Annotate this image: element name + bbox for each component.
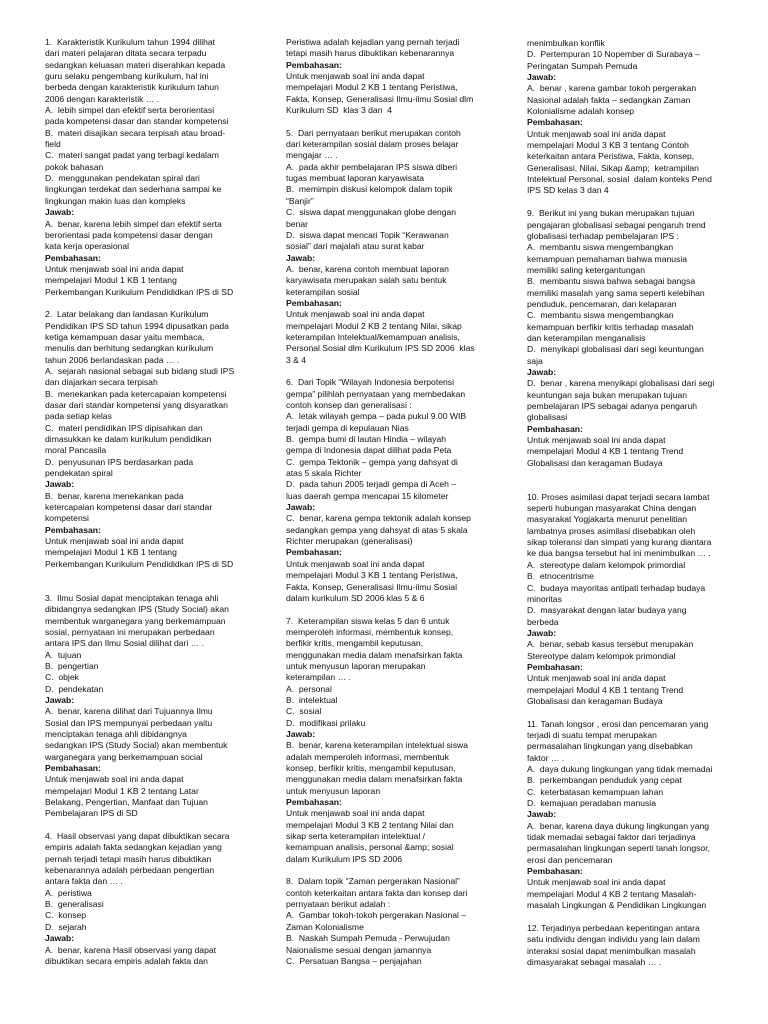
- text-line: Peristiwa adalah kejadian yang pernah terjadi: [286, 37, 460, 47]
- text-line: Stereotype dalam kelompok primondial: [527, 650, 676, 661]
- text-line: B. pengertian: [45, 660, 99, 671]
- text-line: C. konsep: [45, 910, 87, 921]
- section-label: Jawab:: [527, 72, 557, 83]
- blank-line: [286, 366, 491, 377]
- text-line: A. benar, karena daya dukung lingkungan yang: [527, 820, 710, 831]
- text-line: satu individu dengan individu yang lain dalam: [527, 934, 700, 945]
- section-label: Pembahasan:: [286, 59, 342, 70]
- text-column-1: [45, 37, 250, 967]
- text-line: lambatnya proses asimilasi disebabkan oleh: [527, 525, 696, 536]
- section-label: Jawab:: [45, 479, 75, 490]
- text-line: dibuktikan secara empiris adalah fakta dan: [45, 955, 208, 966]
- text-line: 5. Dari pernyataan berikut merupakan contoh: [286, 127, 461, 138]
- text-line: ketiga kemampuan dasar yaitu membaca,: [45, 331, 205, 342]
- text-line: Untuk menjawab soal ini anda dapat: [286, 808, 425, 819]
- text-line: B. gempa bumi di lautan Hindia – wilayah: [286, 434, 447, 445]
- text-line: erosi dan pencemaran: [527, 854, 613, 865]
- text-line: atas 5 skala Richter: [286, 468, 362, 479]
- text-line: ke dua bangsa tersebut hal ini menimbulkan … .: [527, 548, 711, 559]
- section-label: Pembahasan:: [527, 117, 583, 128]
- text-line: D. pada tahun 2005 terjadi gempa di Aceh –: [286, 479, 457, 490]
- text-line: sikap toleransi dan simpati yang kurang diantara: [527, 537, 712, 548]
- text-line: Pendidikan IPS SD tahun 1994 dipusatkan pada: [45, 320, 229, 331]
- text-line: seperti hubungan masyarakat China dengan: [527, 503, 697, 514]
- text-line: kata kerja operasional: [45, 241, 130, 252]
- section-label: Jawab:: [286, 728, 316, 739]
- text-line: penduduk, pencemaran, dan kelaparan: [527, 298, 677, 309]
- text-line: pernyataan berikut adalah :: [286, 899, 391, 910]
- text-line: mempelajari Modul 4 KB 2 tentang Masalah-: [527, 888, 697, 899]
- text-line: dimasyarakat sebagai masalah … .: [527, 956, 662, 967]
- text-line: sikap serta keterampilan intelektual /: [286, 831, 426, 842]
- text-line: tidak memadai sebagai faktor dari terjadinya: [527, 832, 696, 843]
- text-line: A. tujuan: [45, 649, 82, 660]
- text-line: D. Pertempuran 10 Nopember di Surabaya –: [527, 49, 700, 60]
- text-line: memiliki masalah yang sama seperti kelebihan: [527, 287, 705, 298]
- text-line: D. modifikasi prilaku: [286, 717, 366, 728]
- blank-line: [527, 480, 729, 491]
- text-line: memiliki saling ketergantungan: [527, 264, 645, 275]
- text-line: masalah Lingkungan & Pendidikan Lingkungan: [527, 900, 707, 911]
- text-line: D. benar , karena menyikapi globalisasi dari segi: [527, 378, 715, 389]
- blank-line: [527, 911, 729, 922]
- section-label: Pembahasan:: [527, 661, 583, 672]
- text-line: dalam kurikulum SD 2006 klas 5 & 6: [286, 592, 425, 603]
- text-line: C. siswa dapat menggunakan globe dengan: [286, 207, 457, 218]
- text-line: kemampuan pemahaman bahwa manusia: [527, 253, 688, 264]
- text-line: B. intelektual: [286, 694, 338, 705]
- text-line: Untuk menjawab soal ini anda dapat: [286, 558, 425, 569]
- text-line: menulis dan berhitung sedangkan kurikulum: [45, 343, 214, 354]
- text-line: Perkembangan Kurikulum Pendididkan IPS di SD: [45, 558, 234, 569]
- text-line: field: [45, 139, 61, 150]
- blank-line: [45, 582, 250, 593]
- text-line: mengajar … .: [286, 150, 338, 161]
- text-line: mempelajari Modul 1 KB 2 tentang Latar: [45, 785, 199, 796]
- text-line: untuk menyusun laporan: [286, 785, 381, 796]
- text-line: Fakta, Konsep, Generalisasi Ilmu-ilmu Sosial dlm: [286, 93, 474, 104]
- text-line: menggunakan media dalam menafsirkan fakta: [286, 774, 463, 785]
- text-line: sedangkan keluasan materi diserahkan kepada: [45, 59, 226, 70]
- text-line: Untuk menjawab soal ini anda dapat: [45, 536, 184, 547]
- text-line: 3 & 4: [286, 354, 307, 365]
- text-line: C. gempa Tektonik – gempa yang dahsyat di: [286, 456, 458, 467]
- text-line: C. budaya mayoritas antipati terhadap budaya: [527, 582, 706, 593]
- text-line: globalisasi: [527, 412, 568, 423]
- text-line: A. letak wilayah gempa – pada pukul 9.00 WIB: [286, 411, 467, 422]
- text-line: adalah memperoleh informasi, membentuk: [286, 751, 449, 762]
- text-line: B. materi disajikan secara terpisah atau broad-: [45, 127, 226, 138]
- text-line: lingkungan terdekat dan sederhana sampai ke: [45, 184, 222, 195]
- text-line: mempelajari Modul 1 KB 1 tentang: [45, 547, 177, 558]
- text-line: Perkembangan Kurikulum Pendididkan IPS di SD: [45, 286, 234, 297]
- text-line: D. menggunakan pendekatan spiral dari: [45, 173, 200, 184]
- section-label: Pembahasan:: [286, 297, 342, 308]
- text-line: Peringatan Sumpah Pemuda: [527, 60, 638, 71]
- section-label: Jawab:: [286, 502, 316, 513]
- text-line: 7. Keterampilan siswa kelas 5 dan 6 untuk: [286, 615, 450, 626]
- text-line: globalisasi terhadap pembelajaran IPS :: [527, 230, 679, 241]
- text-line: 9. Berikut ini yang bukan merupakan tujuan: [527, 208, 695, 219]
- text-line: kemampuan berfikir kritis terhadap masalah: [527, 321, 694, 332]
- section-label: Pembahasan:: [45, 524, 101, 535]
- text-line: B. perkembangan penduduk yang cepat: [527, 775, 682, 786]
- section-label: Jawab:: [45, 694, 75, 705]
- section-label: Pembahasan:: [286, 547, 342, 558]
- section-label: Pembahasan:: [527, 423, 583, 434]
- text-line: 4. Hasil observasi yang dapat dibuktikan secara: [45, 831, 230, 842]
- text-line: Globalisasi dan keragaman Budaya: [527, 695, 663, 706]
- text-line: antara fakta dan … .: [45, 876, 123, 887]
- text-line: faktor … .: [527, 752, 565, 763]
- text-line: 12. Terjadinya perbedaan kepentingan antara: [527, 922, 700, 933]
- text-line: pembelajaran IPS sebagai adanya pengaruh: [527, 401, 698, 411]
- text-line: untuk menyusun laporan merupakan: [286, 660, 426, 671]
- blank-line: [45, 570, 250, 581]
- text-line: kebenarannya adalah perbedaan pengertian: [45, 865, 215, 876]
- text-line: C. materi pendidikan IPS dipisahkan dan: [45, 422, 203, 433]
- text-line: permasalahan lingkungan seperti tanah longsor,: [527, 843, 710, 854]
- section-label: Jawab:: [45, 933, 75, 944]
- text-line: D. pendekatan: [45, 683, 104, 694]
- text-line: 10. Proses asimilasi dapat terjadi secara lambat: [527, 491, 710, 502]
- blank-line: [527, 197, 729, 208]
- text-line: pendekatan spiral: [45, 468, 113, 479]
- text-line: Generalisasi, Nilai, Sikap &amp; ketrampilan: [527, 162, 699, 173]
- text-line: menggunakan media dalam menafsirkan fakta: [286, 649, 463, 660]
- text-line: Nasional adalah fakta – sedangkan Zaman: [527, 94, 691, 105]
- text-line: mempelajari Modul 2 KB 2 tentang Nilai, sikap: [286, 320, 462, 331]
- blank-line: [527, 469, 729, 480]
- text-line: gempa di Indonesia dapat dilihat pada Peta: [286, 445, 452, 456]
- text-line: tetapi masih harus dibuktikan kebenarannya: [286, 48, 455, 59]
- text-line: D. masyarakat dengan latar budaya yang: [527, 605, 687, 616]
- text-line: berbeda dengan karakteristik kurikulum tahun: [45, 82, 219, 93]
- text-line: dasar dari standar kompetensi yang disyaratkan: [45, 400, 228, 410]
- blank-line: [286, 116, 491, 127]
- text-line: D. penyusunan IPS berdasarkan pada: [45, 456, 194, 467]
- text-line: Fakta, Konsep, Generalisasi Ilmu-ilmu Sosial: [286, 581, 457, 592]
- text-line: pada setiap kelas: [45, 411, 112, 422]
- section-label: Jawab:: [286, 252, 316, 263]
- text-line: menciptakan tenaga ahli dibidangnya: [45, 728, 187, 739]
- text-line: pada kompetensi dasar dan standar kompetensi: [45, 116, 229, 127]
- text-line: Untuk menjawab soal ini anda dapat: [45, 263, 184, 274]
- text-line: B. Naskah Sumpah Pemuda - Perwujudan: [286, 933, 450, 944]
- text-line: C. objek: [45, 672, 79, 683]
- text-line: A. peristiwa: [45, 887, 92, 898]
- text-line: Kolonialisme adalah konsep: [527, 106, 635, 117]
- text-line: warganegara yang berkemampuan social: [45, 751, 203, 762]
- text-line: C. Persatuan Bangsa – penjajahan: [286, 955, 422, 966]
- text-line: A. lebih simpel dan efektif serta berorientasi: [45, 105, 215, 116]
- text-line: A. stereotype dalam kelompok primordial: [527, 559, 686, 570]
- section-label: Pembahasan:: [527, 866, 583, 877]
- text-line: empiris adalah fakta sedangkan kejadian yang: [45, 842, 222, 853]
- text-line: Untuk menjawab soal ini anda dapat: [527, 673, 666, 684]
- text-line: benar: [286, 218, 308, 229]
- text-line: B. membantu siswa bahwa sebagai bangsa: [527, 276, 696, 287]
- section-label: Pembahasan:: [45, 252, 101, 263]
- text-line: D. kemajuan peradaban manusia: [527, 798, 656, 809]
- text-line: dibidangnya sedangkan IPS (Study Social) akan: [45, 604, 229, 615]
- text-line: minoritas: [527, 593, 562, 604]
- text-line: berbeda: [527, 616, 559, 627]
- text-column-3: [527, 38, 729, 968]
- text-line: dan diajarkan secara terpisah: [45, 377, 158, 388]
- text-line: A. benar, karena contoh membuat laporan: [286, 263, 449, 274]
- text-line: Belakang, Pengertian, Manfaat dan Tujuan: [45, 797, 208, 808]
- text-line: D. siswa dapat mencari Topik “Kerawanan: [286, 229, 449, 240]
- text-line: Richter merupakan (generalisasi): [286, 536, 413, 547]
- text-line: Pembelajaran IPS di SD: [45, 808, 138, 819]
- text-line: permasalahan lingkungan yang disebabkan: [527, 741, 693, 752]
- text-line: C. sosial: [286, 706, 322, 717]
- text-line: 3. Ilmu Sosial dapat menciptakan tenaga ahli: [45, 592, 219, 603]
- text-line: Globalisasi dan keragaman Budaya: [527, 457, 663, 468]
- text-line: A. benar, karena Hasil observasi yang dapat: [45, 944, 217, 955]
- text-line: Untuk menjawab soal ini anda dapat: [527, 128, 666, 139]
- text-line: Naionalisme sesuai dengan jamannya: [286, 944, 432, 955]
- text-line: antara IPS dan Ilmu Sosial dilihat dari … .: [45, 638, 205, 649]
- text-line: Personal Sosial dlm Kurikulum IPS SD 2006 klas: [286, 343, 475, 354]
- text-line: B. memimpin diskusi kelompok dalam topik: [286, 184, 453, 195]
- text-line: C. keterbatasan kemampuan lahan: [527, 786, 664, 797]
- text-line: 2. Latar belakang dan landasan Kurikulum: [45, 309, 209, 320]
- text-column-2: [286, 37, 491, 967]
- text-line: pernah terjadi tetapi masih harus dibuktikan: [45, 853, 212, 864]
- text-line: membentuk warganegara yang berkemampuan: [45, 615, 226, 626]
- text-line: contoh konsep dan generalisasi :: [286, 400, 412, 410]
- text-line: kompetensi: [45, 513, 89, 524]
- blank-line: [286, 604, 491, 615]
- text-line: dan keterampilan menganalisis: [527, 332, 646, 343]
- text-line: B. etnocentrisme: [527, 571, 594, 582]
- blank-line: [45, 820, 250, 831]
- text-line: A. benar , karena gambar tokoh pergerakan: [527, 83, 697, 94]
- text-line: Intelektual Personal, sosial dalam konteks Pend: [527, 174, 712, 185]
- section-label: Jawab:: [527, 627, 557, 638]
- text-line: berfikir kritis, mengambil keputusan,: [286, 638, 424, 649]
- section-label: Jawab:: [527, 366, 557, 377]
- text-line: contoh keterkaitan antara fakta dan konsep dari: [286, 887, 468, 898]
- text-line: A. personal: [286, 683, 332, 694]
- text-line: 11. Tanah longsor , erosi dan pencemaran yang: [527, 718, 709, 729]
- text-line: dari materi pelajaran ditata secara terpadu: [45, 48, 207, 59]
- blank-line: [286, 865, 491, 876]
- text-line: pokok bahasan: [45, 161, 104, 172]
- text-line: terjadi di suatu tempat merupakan: [527, 729, 657, 740]
- text-line: A. Gambar tokoh-tokoh pergerakan Nasional –: [286, 910, 467, 921]
- text-line: konsep, berfikir kritis, mengambil keputusan,: [286, 763, 456, 773]
- text-line: moral Pancasila: [45, 445, 107, 456]
- text-line: C. materi sangat padat yang terbagi kedalam: [45, 150, 219, 161]
- text-line: gempa” pilihlah pernyataan yang membedakan: [286, 388, 466, 399]
- text-line: B. benar, karena menekankan pada: [45, 490, 184, 501]
- text-line: tugas membuat laporan karyawisata: [286, 173, 425, 184]
- text-line: dalam Kurikulum IPS SD 2006: [286, 853, 403, 864]
- text-line: D. sejarah: [45, 921, 87, 932]
- text-line: 6. Dari Topik “Wilayah Indonesia berpotensi: [286, 377, 454, 388]
- text-line: interaksi sosial dapat menimbulkan masalah: [527, 945, 696, 956]
- text-line: A. benar, karena dilihat dari Tujuannya Ilmu: [45, 706, 213, 717]
- text-line: sedangkan gempa yang dahsyat di atas 5 skala: [286, 524, 468, 535]
- text-line: C. membantu siswa mengembangkan: [527, 310, 674, 321]
- text-line: mempelajari Modul 4 KB 1 tentang Trend: [527, 446, 684, 457]
- text-line: IPS SD kelas 3 dan 4: [527, 185, 609, 196]
- text-line: B. menekankan pada ketercapaian kompetensi: [45, 388, 227, 399]
- text-line: keterampilan … .: [286, 672, 351, 683]
- text-line: A. sejarah nasional sebagai sub bidang studi IPS: [45, 365, 235, 376]
- text-line: Kurikulum SD klas 3 dan 4: [286, 105, 393, 116]
- text-line: mempelajari Modul 3 KB 2 tentang Nilai dan: [286, 819, 454, 830]
- text-line: mempelajari Modul 4 KB 1 tentang Trend: [527, 684, 684, 695]
- text-line: terjadi gempa di kepulauan Nias: [286, 422, 409, 433]
- text-line: B. benar, karena keterampilan intelektual siswa: [286, 740, 468, 751]
- text-line: Sosial dan IPS mempunyai perbedaan yaitu: [45, 717, 213, 728]
- text-line: “Banjir”: [286, 195, 314, 206]
- text-line: Untuk menjawab soal ini anda dapat: [527, 435, 666, 446]
- section-label: Pembahasan:: [286, 797, 342, 808]
- text-line: mempelajari Modul 1 KB 1 tentang: [45, 275, 177, 286]
- text-line: A. benar, karena lebih simpel dan efektif serta: [45, 218, 222, 229]
- text-line: dari keterampilan sosial dalam proses belajar: [286, 139, 459, 150]
- text-line: luas daerah gempa mencapai 15 kilometer: [286, 490, 449, 501]
- text-line: Untuk menjawab soal ini anda dapat: [286, 309, 425, 320]
- blank-line: [45, 298, 250, 309]
- text-line: A. membantu siswa mengembangkan: [527, 242, 674, 253]
- text-line: mempelajari Modul 3 KB 3 tentang Contoh: [527, 140, 689, 151]
- text-line: keterampilan sosial: [286, 286, 360, 297]
- text-line: memperoleh informasi, membentuk konsep,: [286, 626, 454, 637]
- text-line: mempelajari Modul 3 KB 1 tentang Peristiwa,: [286, 570, 458, 581]
- section-label: Pembahasan:: [45, 763, 101, 773]
- text-line: sosial” dari majalah atau surat kabar: [286, 241, 425, 252]
- text-line: keuntungan saja bukan merupakan tujuan: [527, 389, 688, 400]
- text-line: sedangkan IPS (Study Social) akan membentuk: [45, 740, 228, 751]
- text-line: dimasukkan ke dalam kurikulum pendidikan: [45, 434, 212, 445]
- text-line: Zaman Kolonialisme: [286, 921, 364, 932]
- text-line: 8. Dalam topik “Zaman pergerakan Nasional”: [286, 876, 460, 887]
- text-line: 1. Karakteristik Kurikulum tahun 1994 dilihat: [45, 37, 216, 47]
- text-line: A. benar, sebab kasus tersebut merupakan: [527, 639, 694, 650]
- text-line: kemampuan analisis, personal &amp; sosial: [286, 842, 454, 853]
- text-line: keterkaitan antara Peristiwa, Fakta, konsep,: [527, 151, 695, 162]
- text-line: ketercapaian kompetensi dasar dari standar: [45, 502, 213, 513]
- text-line: guru selaku pengembang kurikulum, hal ini: [45, 71, 209, 82]
- text-line: 2006 dengan karakteristik … .: [45, 93, 160, 104]
- text-line: Untuk menjawab soal ini anda dapat: [527, 877, 666, 888]
- text-line: Untuk menjawab soal ini anda dapat: [45, 774, 184, 785]
- text-line: A. pada akhir pembelajaran IPS siswa diberi: [286, 161, 458, 172]
- text-line: pengajaran globalisasi sebagai pengaruh trend: [527, 219, 706, 230]
- text-line: Untuk menjawab soal ini anda dapat: [286, 71, 425, 82]
- section-label: Jawab:: [527, 809, 557, 820]
- text-line: mempelajari Modul 2 KB 1 tentang Peristiwa,: [286, 82, 458, 93]
- text-line: masyarakat Yogjakarta menurut penelitian: [527, 514, 688, 525]
- text-line: D. menyikapi globalisasi dari segi keuntungan: [527, 344, 704, 355]
- text-line: saja: [527, 355, 543, 366]
- text-line: berorientasi pada kompetensi dasar dengan: [45, 229, 213, 240]
- text-line: sosial, pernyataan ini merupakan perbedaan: [45, 626, 215, 637]
- text-line: karyawisata merupakan salah satu bentuk: [286, 275, 447, 286]
- text-line: C. benar, karena gempa tektonik adalah konsep: [286, 513, 471, 524]
- text-line: lingkungan makin luas dan kompleks: [45, 195, 186, 206]
- section-label: Jawab:: [45, 207, 75, 218]
- text-line: A. daya dukung lingkungan yang tidak memadai: [527, 764, 713, 774]
- text-line: B. generalisasi: [45, 899, 104, 910]
- blank-line: [527, 707, 729, 718]
- text-line: keterampilan Intelektual/kemampuan analisis,: [286, 331, 460, 342]
- text-line: tahun 2006 berlandaskan pada … .: [45, 354, 180, 365]
- text-line: menimbulkan konflik: [527, 38, 605, 48]
